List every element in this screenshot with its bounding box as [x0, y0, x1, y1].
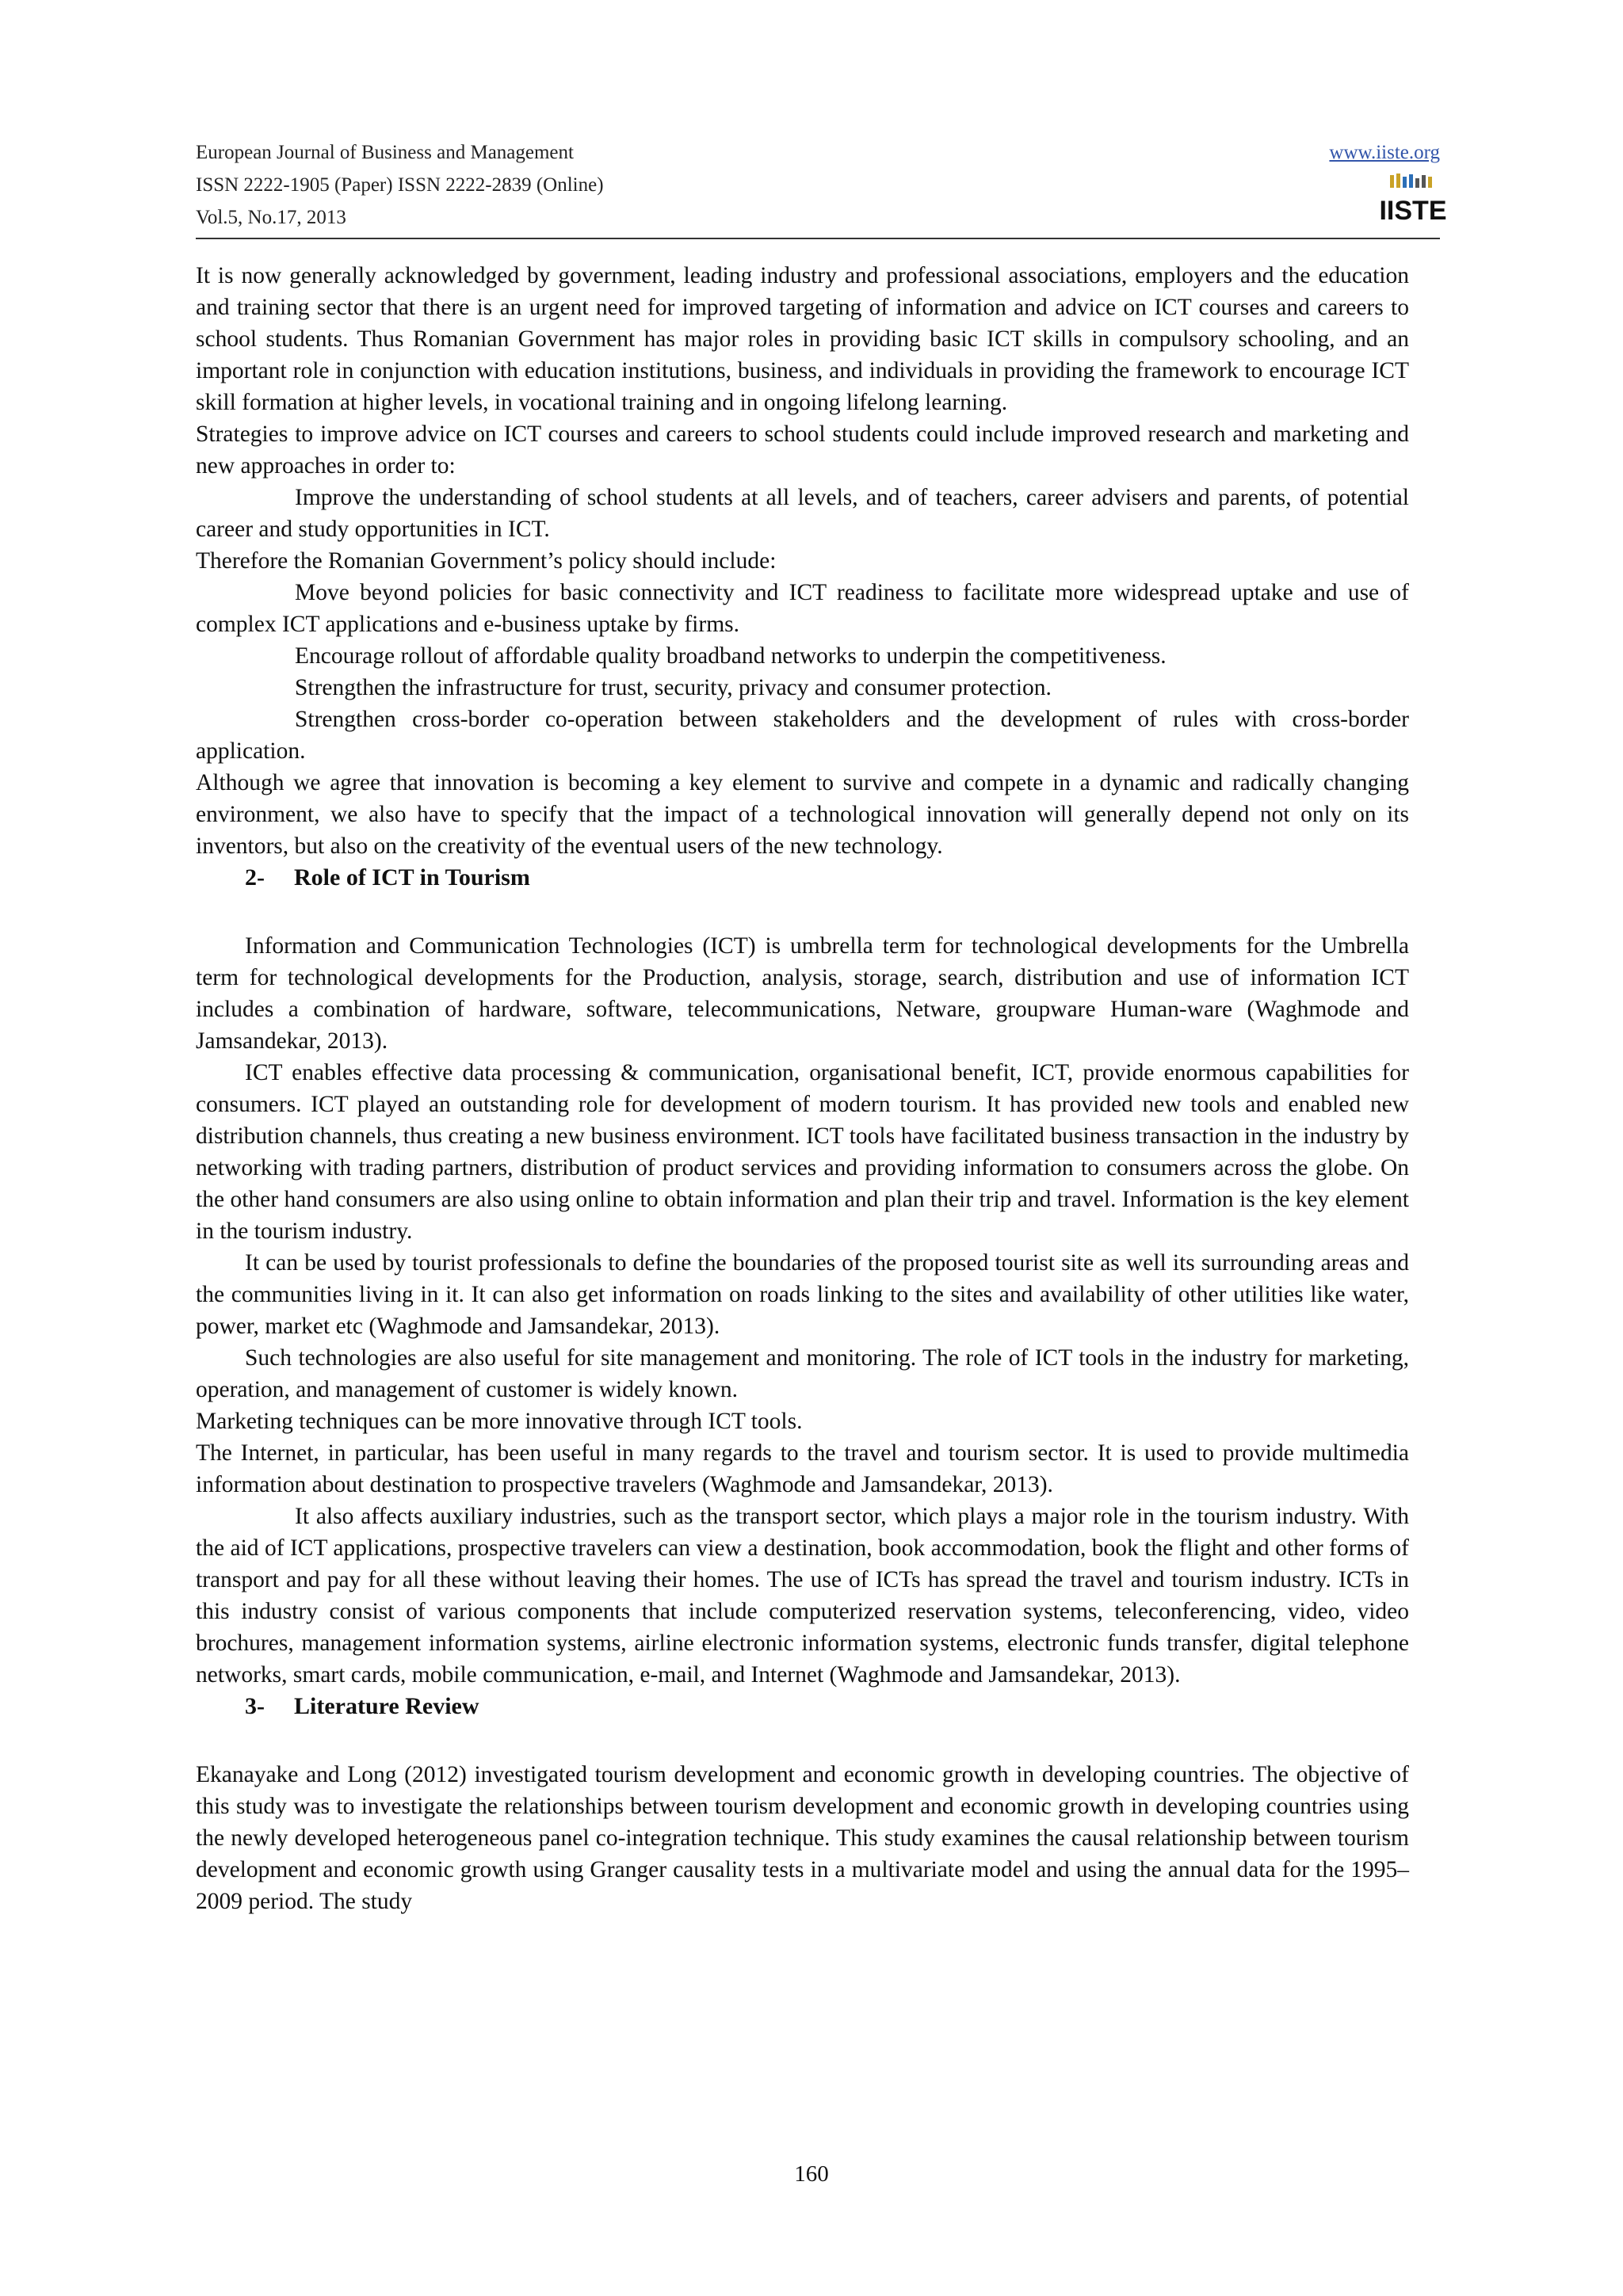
paragraph: The Internet, in particular, has been useful in many regards to the travel and tourism sector. It is used to provide multimedia information about destination to prospective travelers (Waghmode and Jamsandekar, 2013).	[196, 1440, 1409, 1497]
paragraph: Information and Communication Technologies (ICT) is umbrella term for technological developments for the Umbrella term for technological developments for the Production, analysis, storage, search, distribution and use of information ICT includes a combination of hardware, software, telecommunications, Netware, groupware Human-ware (Waghmode and Jamsandekar, 2013).	[196, 933, 1409, 1054]
paragraph: Strategies to improve advice on ICT courses and careers to school students could include improved research and marketing and new approaches in order to:	[196, 421, 1409, 479]
paragraph: It also affects auxiliary industries, such as the transport sector, which plays a major role in the tourism industry. With the aid of ICT applications, prospective travelers can view a destination, book accommodation, book the flight and other forms of transport and pay for all these without leaving their homes. The use of ICTs has spread the travel and tourism industry. ICTs in this industry consist of various components that include computerized reservation systems, teleconferencing, video, video brochures, management information systems, airline electronic information systems, electronic funds transfer, digital telephone networks, smart cards, mobile communication, e-mail, and Internet (Waghmode and Jamsandekar, 2013).	[196, 1504, 1409, 1688]
svg-text:IISTE: IISTE	[1379, 196, 1447, 226]
section-number: 2-	[245, 864, 265, 891]
journal-url-link[interactable]: www.iiste.org	[1329, 142, 1440, 163]
paragraph: It can be used by tourist professionals to define the boundaries of the proposed tourist site as well its surrounding areas and the communities living in it. It can also get information on roads linking to the sites and availability of other utilities like water, power, market etc (Waghmode and Jamsandekar, 2013).	[196, 1250, 1409, 1339]
paragraph: Ekanayake and Long (2012) investigated tourism development and economic growth in developing countries. The objective of this study was to investigate the relationships between tourism development and economic growth in developing countries using the newly developed heterogeneous panel co-integration technique. This study examines the causal relationship between tourism development and economic growth using Granger causality tests in a multivariate model and using the annual data for the 1995–2009 period. The study	[196, 1762, 1409, 1914]
paragraph: Improve the understanding of school students at all levels, and of teachers, career advisers and parents, of potential career and study opportunities in ICT.	[196, 485, 1409, 542]
page-number: 160	[794, 2161, 829, 2187]
section-title: Role of ICT in Tourism	[294, 864, 530, 891]
paragraph: Strengthen the infrastructure for trust, security, privacy and consumer protection.	[295, 675, 1052, 700]
header-divider	[196, 238, 1440, 239]
paragraph: Encourage rollout of affordable quality broadband networks to underpin the competitiveness.	[295, 643, 1167, 669]
paragraph: It is now generally acknowledged by government, leading industry and professional associations, employers and the education and training sector that there is an urgent need for improved targeting of information and advice on ICT courses and careers to school students. Thus Romanian Government has major roles in providing basic ICT skills in compulsory schooling, and an important role in conjunction with education institutions, business, and individuals in providing the framework to encourage ICT skill formation at higher levels, in vocational training and in ongoing lifelong learning.	[196, 263, 1409, 415]
journal-volume: Vol.5, No.17, 2013	[196, 207, 346, 228]
paragraph: Such technologies are also useful for site management and monitoring. The role of ICT tools in the industry for marketing, operation, and management of customer is widely known.	[196, 1345, 1409, 1402]
journal-title: European Journal of Business and Management	[196, 142, 574, 163]
paragraph: Strengthen cross-border co-operation between stakeholders and the development of rules with cross-border application.	[196, 707, 1409, 764]
section-number: 3-	[245, 1693, 265, 1719]
paragraph: Move beyond policies for basic connectivity and ICT readiness to facilitate more widespread uptake and use of complex ICT applications and e-business uptake by firms.	[196, 580, 1409, 637]
article-body	[196, 260, 1409, 1917]
paragraph: ICT enables effective data processing & communication, organisational benefit, ICT, provide enormous capabilities for consumers. ICT played an outstanding role for development of modern tourism. It has provided new tools and enabled new distribution channels, thus creating a new business environment. ICT tools have facilitated business transaction in the industry by networking with trading partners, distribution of product services and providing information to consumers across the globe. On the other hand consumers are also using online to obtain information and plan their trip and travel. Information is the key element in the tourism industry.	[196, 1060, 1409, 1244]
paragraph: Therefore the Romanian Government’s policy should include:	[196, 548, 777, 574]
journal-header	[196, 136, 1447, 239]
journal-issn: ISSN 2222-1905 (Paper) ISSN 2222-2839 (Online)	[196, 174, 604, 196]
section-heading	[196, 862, 1409, 894]
section-title: Literature Review	[294, 1693, 479, 1719]
paragraph: Although we agree that innovation is becoming a key element to survive and compete in a dynamic and radically changing environment, we also have to specify that the impact of a technological innovation will generally depend not only on its inventors, but also on the creativity of the eventual users of the new technology.	[196, 770, 1409, 859]
iiste-logo-icon	[1379, 172, 1447, 231]
section-heading	[196, 1691, 1409, 1722]
paragraph: Marketing techniques can be more innovative through ICT tools.	[196, 1409, 803, 1434]
